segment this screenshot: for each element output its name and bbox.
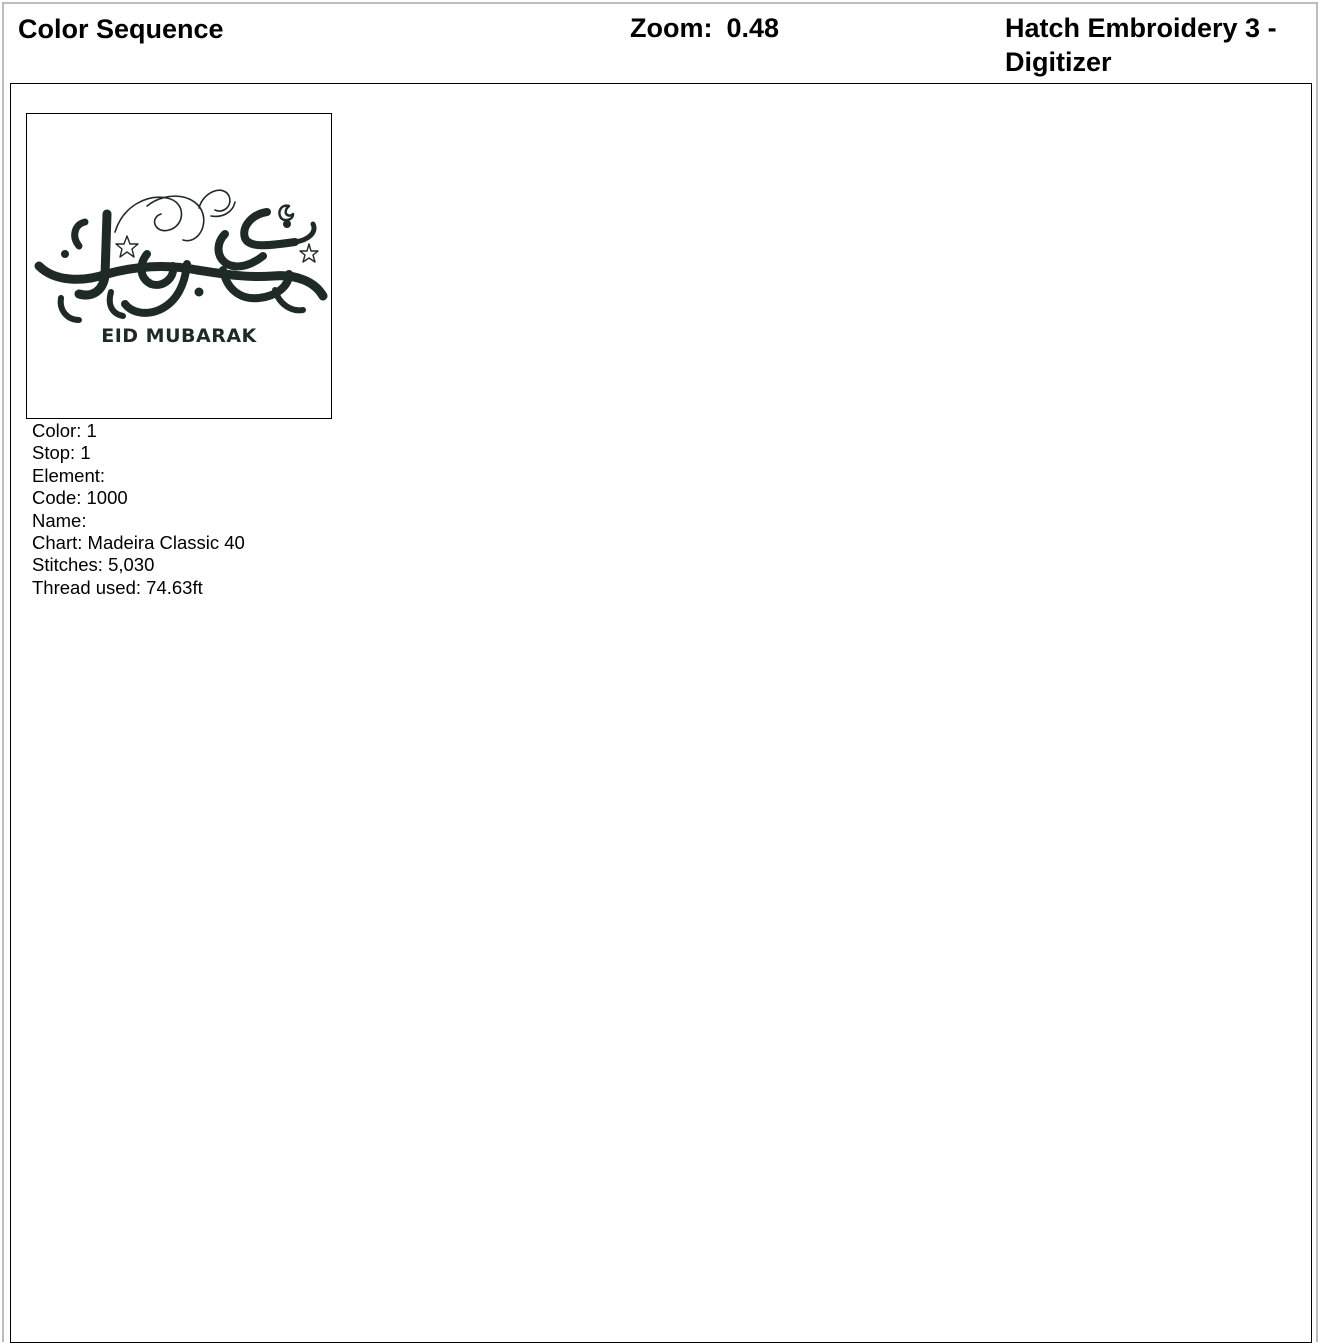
info-thread-used: Thread used: 74.63ft xyxy=(32,576,203,598)
app-name-line2: Digitizer xyxy=(1005,47,1112,77)
zoom-indicator xyxy=(630,11,779,45)
color-info-list xyxy=(32,420,245,599)
info-element: Element: xyxy=(32,464,106,486)
app-name-line1: Hatch Embroidery 3 - xyxy=(1005,13,1277,43)
info-stitches: Stitches: 5,030 xyxy=(32,554,155,576)
info-code: Code: 1000 xyxy=(32,487,128,509)
info-chart: Chart: Madeira Classic 40 xyxy=(32,532,245,554)
info-stop: Stop: 1 xyxy=(32,442,91,464)
info-color: Color: 1 xyxy=(32,420,97,441)
design-caption: EID MUBARAK xyxy=(101,325,257,347)
zoom-label: Zoom: xyxy=(630,13,713,43)
eid-mubarak-calligraphy-image xyxy=(27,114,331,418)
info-name: Name: xyxy=(32,509,87,531)
page-title: Color Sequence xyxy=(18,14,224,44)
zoom-value: 0.48 xyxy=(726,13,780,43)
design-thumbnail[interactable] xyxy=(26,113,332,419)
app-name xyxy=(1005,11,1315,79)
